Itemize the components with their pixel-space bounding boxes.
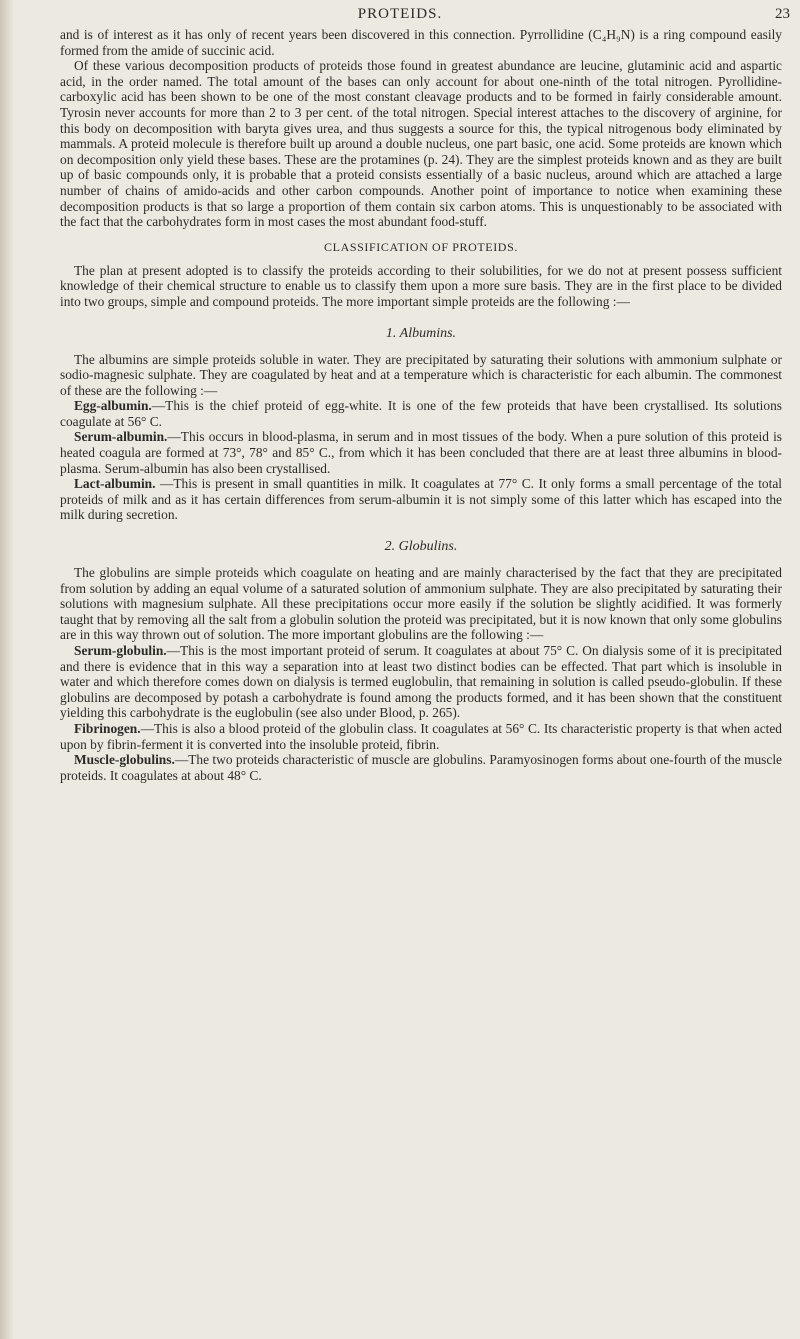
serum-globulin-text: —This is the most important proteid of serum. It coagulates at about 75° C. On dialysis some of it is precipitated and there is evidence that in this way a separation into at least two distinct bodies can be effected. That part which is insoluble in water and which therefore comes down on dialysis is termed euglobulin, that remaining in solution is called pseudo-globulin. If these globulins are decomposed by potash a carbohydrate is found among the products formed, and it has been shown that the constituent yielding this carbohydrate is the euglobulin (see also under Blood, p. 265). [60, 643, 782, 721]
lact-albumin-text: —This is present in small quantities in milk. It coagulates at 77° C. It only forms a small percentage of the total proteids of milk and as it has certain differences from serum-albumin it is not simply some of this latter which has escaped into the milk during secretion. [60, 476, 782, 523]
body-text [60, 27, 782, 783]
albumins-intro: The albumins are simple proteids soluble in water. They are precipitated by saturating their solutions with ammonium sulphate or sodio-magnesic sulphate. They are coagulated by heat and at a temperature which is characteristic for each albumin. The commonest of these are the following :— [60, 351, 782, 398]
globulins-heading: 2. Globulins. [384, 539, 458, 555]
egg-albumin-text: —This is the chief proteid of egg-white. It is one of the few proteids that have been crystallised. Its solutions coagulate at 56° C. [60, 398, 782, 429]
serum-albumin-entry [60, 429, 782, 476]
fibrinogen-entry [60, 721, 782, 752]
serum-globulin-term: Serum-globulin. [74, 643, 167, 658]
fibrinogen-term: Fibrinogen. [74, 720, 141, 736]
running-head: PROTEIDS. [357, 6, 443, 22]
lact-albumin-entry [60, 476, 782, 523]
muscle-globulins-text: —The two proteids characteristic of muscle are globulins. Paramyosinogen forms about one-fourth of the muscle proteids. It coagulates at about 48° C. [60, 752, 782, 783]
lact-albumin-term: Lact-albumin. [74, 476, 156, 492]
page-number: 23 [775, 6, 790, 22]
classification-paragraph: The plan at present adopted is to classify the proteids according to their solubilities, for we do not at present possess sufficient knowledge of their chemical structure to enable us to classify them upon a more sure basis. They are in the first place to be divided into two groups, simple and compound proteids. The more important simple proteids are the following :— [60, 262, 782, 309]
serum-globulin-entry [60, 643, 782, 721]
serum-albumin-text: —This occurs in blood-plasma, in serum and in most tissues of the body. When a pure solution of this proteid is heated coagula are formed at 73°, 78° and 85° C., from which it has been concluded that there are at least three albumins in blood-plasma. Serum-albumin has also been crystallised. [60, 429, 782, 476]
fibrinogen-text: —This is also a blood proteid of the globulin class. It coagulates at 56° C. Its characteristic property is that when acted upon by fibrin-ferment it is converted into the insoluble proteid, fibrin. [60, 720, 782, 752]
egg-albumin-term: Egg-albumin. [74, 398, 152, 414]
intro-paragraph-1: and is of interest as it has only of recent years been discovered in this connection. Pyrrollidine (C₄H₉N) is a ring compound easily formed from the amide of succinic acid. [60, 27, 782, 58]
albumins-heading: 1. Albumins. [385, 325, 457, 341]
serum-albumin-term: Serum-albumin. [74, 429, 168, 445]
egg-albumin-entry [60, 398, 782, 429]
binding-shadow [0, 0, 14, 1339]
muscle-globulins-term: Muscle-globulins. [74, 752, 175, 768]
classification-heading: CLASSIFICATION OF PROTEIDS. [324, 239, 518, 254]
intro-paragraph-2: Of these various decomposition products of proteids those found in greatest abundance are leucine, glutaminic acid and aspartic acid, in the order named. The total amount of the bases can only account for about one-ninth of the total nitrogen. Pyrollidine-carboxylic acid has been shown to be one of the most constant cleavage products and to be formed in fairly considerable amount. Tyrosin never accounts for more than 2 to 3 per cent. of the total nitrogen. Special interest attaches to the discovery of arginine, for this body on decomposition with baryta gives urea, and thus suggests a source for this, the typical nitrogenous body eliminated by mammals. A proteid molecule is therefore built up around a double nucleus, one part basic, one acid. Some proteids are known which on decomposition only yield these bases. These are the protamines (p. 24). They are the simplest proteids known and as they are built up of basic compounds only, it is probable that a proteid consists essentially of a basic nucleus, around which are attached a large number of chains of amido-acids and other carbon compounds. Another point of importance to notice when examining these decomposition products is that so large a proportion of them contain six carbon atoms. This is unquestionably to be associated with the fact that the carbohydrates form in most cases the most abundant food-stuff. [60, 58, 782, 230]
globulins-intro: The globulins are simple proteids which coagulate on heating and are mainly characterised by the fact that they are precipitated from solution by adding an equal volume of a saturated solution of ammonium sulphate. They are also precipitated by saturating their solutions with magnesium sulphate. All these precipitations occur more easily if the solution be slightly acidified. It was formerly taught that by removing all the salt from a globulin solution the proteid was precipitated, but it is now known that only some globulins are in this way thrown out of solution. The more important globulins are the following :— [60, 565, 782, 643]
muscle-globulins-entry [60, 752, 782, 783]
